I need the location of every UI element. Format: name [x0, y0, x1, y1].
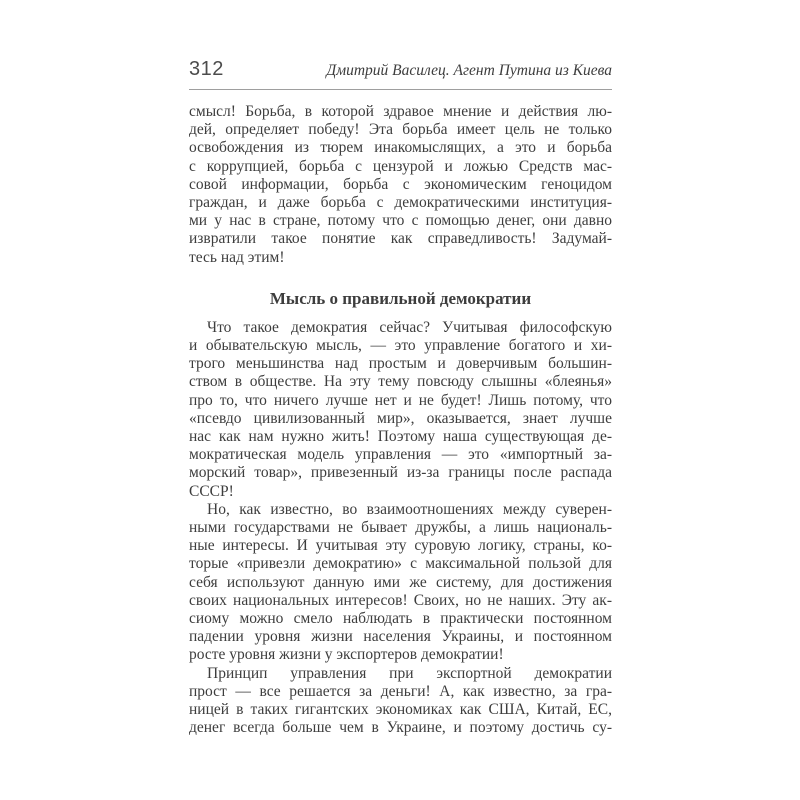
text-line: падении уровня жизни населения Украины, и постоянном: [189, 628, 612, 646]
text-line: ные интересы. И учитывая эту суровую логику, страны, ко-: [189, 537, 612, 555]
text-line: освобождения из тюрем инакомыслящих, а это и борьба: [189, 139, 612, 157]
text-line: дей, определяет победу! Эта борьба имеет цель не только: [189, 121, 612, 139]
text-line: росте уровня жизни у экспортеров демократии!: [189, 646, 504, 664]
section-heading: Мысль о правильной демократии: [269, 288, 532, 308]
text-line: Что такое демократия сейчас? Учитывая философскую: [207, 318, 612, 336]
text-line: совой информации, борьба с экономическим геноцидом: [189, 175, 612, 193]
text-line: СССР!: [189, 482, 234, 500]
text-line: мократическая модель управления — это «импортный за-: [189, 446, 612, 464]
text-line: торые «привезли демократию» с максимальной пользой для: [189, 555, 612, 573]
text-line: ницей в таких гигантских экономиках как США, Китай, ЕС,: [189, 701, 612, 719]
text-line: граждан, и даже борьба с демократическими институция-: [189, 194, 612, 212]
text-line: ми у нас в стране, потому что с помощью денег, они давно: [189, 212, 612, 230]
text-line: «псевдо цивилизованный мир», оказывается, знает лучше: [189, 409, 612, 427]
paragraph: [189, 319, 612, 501]
paragraph: [189, 501, 612, 665]
page-body: [189, 103, 612, 738]
text-line: с коррупцией, борьба с цензурой и ложью Средств мас-: [189, 157, 612, 175]
text-line: нас как нам нужно жить! Поэтому наша существующая де-: [189, 428, 612, 446]
text-line: денег всегда больше чем в Украине, и поэтому достичь су-: [189, 719, 612, 737]
page-number: 312: [189, 58, 224, 80]
text-line: ством в обществе. На эту тему повсюду слышны «блеянья»: [189, 373, 612, 391]
text-line: тесь над этим!: [189, 248, 285, 266]
book-page: [189, 0, 612, 738]
text-line: морский товар», привезенный из-за границы после распада: [189, 464, 612, 482]
text-line: Принцип управления при экспортной демократии: [207, 664, 612, 682]
text-line: и обывательскую мысль, — это управление богатого и хи-: [189, 337, 612, 355]
text-line: трого меньшинства над простым и доверчивым большин-: [189, 355, 612, 373]
text-line: про то, что ничего лучше нет и не будет! Лишь потому, что: [189, 391, 612, 409]
paragraph: [189, 103, 612, 267]
text-line: извратили такое понятие как справедливость! Задумай-: [189, 230, 612, 248]
running-title: Дмитрий Василец. Агент Путина из Киева: [326, 62, 612, 79]
text-line: себя используют данную ими же систему, для достижения: [189, 573, 612, 591]
text-line: прост — все решается за деньги! А, как известно, за гра-: [189, 682, 612, 700]
text-line: Но, как известно, во взаимоотношениях между суверен-: [207, 500, 612, 518]
page-header: [189, 59, 612, 81]
header-rule: [189, 89, 612, 90]
text-line: ными государствами не бывает дружбы, а лишь националь-: [189, 519, 612, 537]
text-line: сиому можно смело наблюдать в практически постоянном: [189, 610, 612, 628]
text-line: смысл! Борьба, в которой здравое мнение и действия лю-: [189, 103, 612, 120]
paragraph: [189, 665, 612, 738]
text-line: своих национальных интересов! Своих, но не наших. Эту ак-: [189, 591, 612, 609]
